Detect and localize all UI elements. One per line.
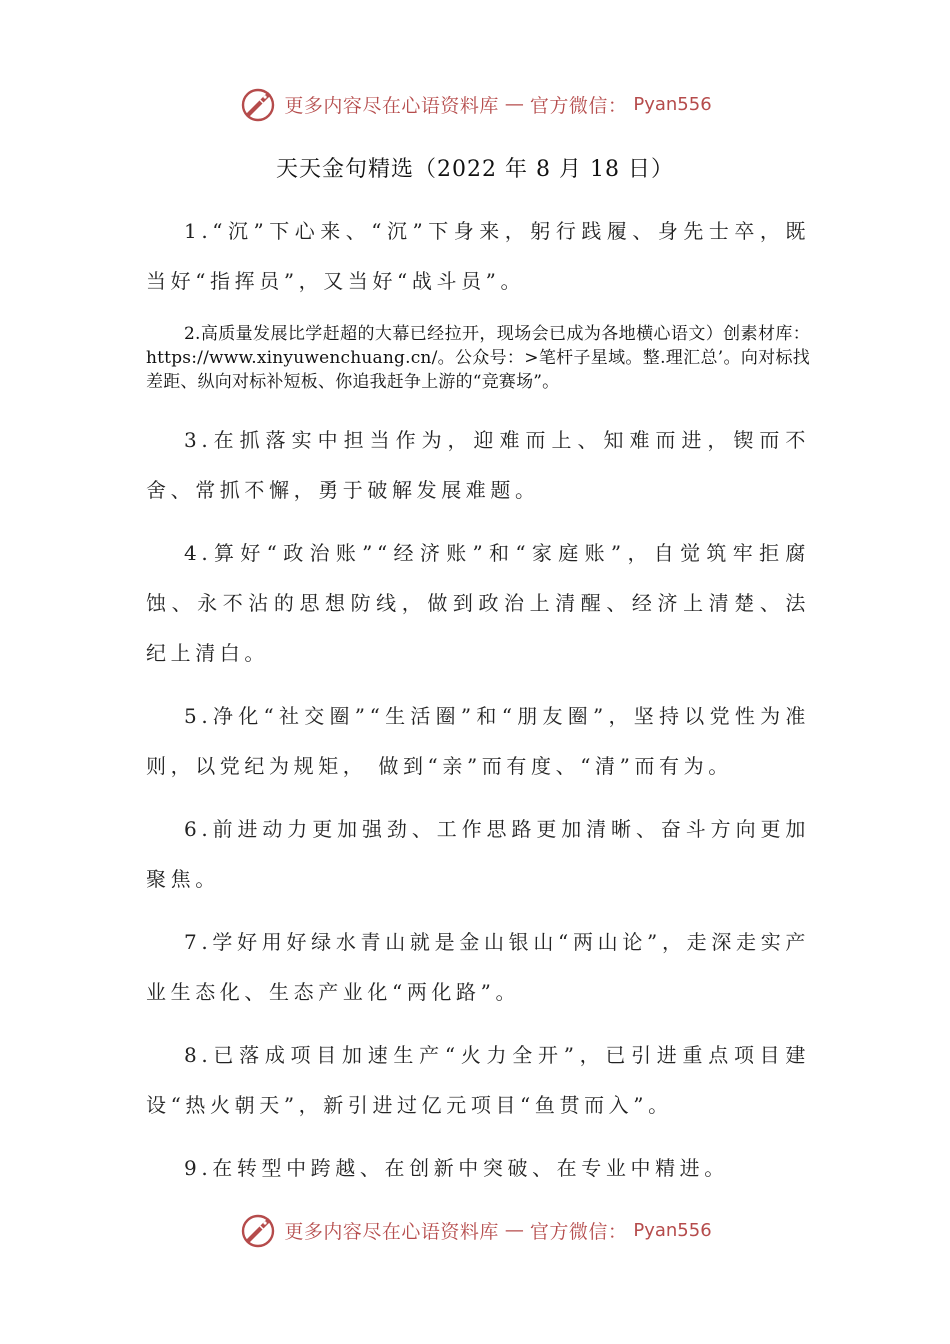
document-title: 天天金句精选（2022 年 8 月 18 日）: [276, 157, 674, 182]
banner-wechat-id: Pyan556: [633, 93, 712, 115]
document-body: [146, 206, 810, 1206]
pen-nib-logo-icon: [238, 1210, 278, 1250]
banner-separator: —: [504, 1219, 524, 1241]
banner-wechat-label: 官方微信：: [529, 1220, 628, 1243]
footer-banner: [0, 1208, 950, 1252]
quote-paragraph-8: 8.已落成项目加速生产“火力全开”，已引进重点项目建设“热火朝天”，新引进过亿元项目“鱼贯而入”。: [146, 1043, 810, 1117]
banner-site-text: 更多内容尽在心语资料库: [284, 1220, 499, 1243]
banner-wechat-label: 官方微信：: [529, 94, 628, 117]
quote-paragraph-6: 6.前进动力更加强劲、工作思路更加清晰、奋斗方向更加聚焦。: [146, 817, 810, 891]
header-banner: [0, 82, 950, 126]
banner-site-text: 更多内容尽在心语资料库: [284, 94, 499, 117]
quote-paragraph-9: 9.在转型中跨越、在创新中突破、在专业中精进。: [184, 1156, 729, 1180]
quote-paragraph-3: 3.在抓落实中担当作为，迎难而上、知难而进，锲而不舍、常抓不懈，勇于破解发展难题。: [146, 428, 810, 502]
quote-paragraph-2: 2.高质量发展比学赶超的大幕已经拉开，现场会已成为各地横心语文）创素材库：https://www.xinyuwenchuang.cn/。公众号：>笔杆子星域。整.理汇总’。向对标找差距、纵向对标补短板、你追我赶争上游的“竞赛场”。: [146, 324, 810, 392]
quote-paragraph-7: 7.学好用好绿水青山就是金山银山“两山论”，走深走实产业生态化、生态产业化“两化路”。: [146, 930, 810, 1004]
quote-paragraph-1: 1.“沉”下心来、“沉”下身来，躬行践履、身先士卒，既当好“指挥员”，又当好“战斗员”。: [146, 219, 810, 293]
banner-wechat-id: Pyan556: [633, 1219, 712, 1241]
pen-nib-logo-icon: [238, 84, 278, 124]
banner-separator: —: [504, 93, 524, 115]
quote-paragraph-5: 5.净化“社交圈”“生活圈”和“朋友圈”，坚持以党性为准则，以党纪为规矩， 做到“亲”而有度、“清”而有为。: [146, 704, 810, 778]
quote-paragraph-4: 4.算好“政治账”“经济账”和“家庭账”，自觉筑牢拒腐蚀、永不沾的思想防线，做到政治上清醒、经济上清楚、法纪上清白。: [146, 541, 810, 665]
